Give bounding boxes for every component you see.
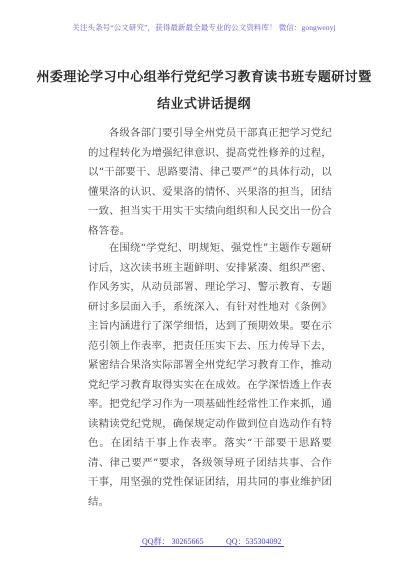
footer-underline	[140, 546, 284, 547]
document-title-line1: 州委理论学习中心组举行党纪学习教育读书班专题研讨暨	[36, 70, 372, 85]
footer-qq-contact: QQ：535304092	[226, 537, 282, 546]
body-paragraph-1: 各级各部门要引导全州党员干部真正把学习党纪的过程转化为增强纪律意识、提高党性修养的过程，以“干部要干、思路要清、律己要严”的具体行动，以懂果洛的认识、爱果洛的情怀、兴果洛的担当，团结一致、担当实干用实干实绩向组织和人民交出一份合格答卷。	[88, 127, 333, 237]
document-title-line2: 结业式讲话提纲	[157, 97, 251, 112]
top-banner: 关注头条号“公文研究”，获得最新最全最专业的公文资料库！ 微信：gongwenyj	[72, 23, 336, 32]
body-paragraph-2: 在围绕“学党纪、明规矩、强党性”主题作专题研讨后，这次读书班主题鲜明、安排紧凑、组织严密、作风务实，从动员部署、理论学习、警示教育、专题研讨多层面入手，系统深入、有针对性地对《条例》主旨内涵进行了深学细悟，达到了预期效果。要在示范引领上作表率，把责任压实下去、压力传导下去，紧密结合果洛实际部署全州党纪学习教育工作，推动党纪学习教育取得实实在在成效。在学深悟透上作表率。把党纪学习作为一项基础性经常性工作来抓，通读精读党纪党规，确保规定动作做到位自选动作有特色。在团结干事上作表率。落实“干部要干思路要清、律己要严”要求，各级领导班子团结共事、合作干事，用坚强的党性保证团结，用共同的事业维护团结。	[88, 242, 332, 508]
footer-qq-group: QQ群： 30265665	[142, 537, 204, 546]
